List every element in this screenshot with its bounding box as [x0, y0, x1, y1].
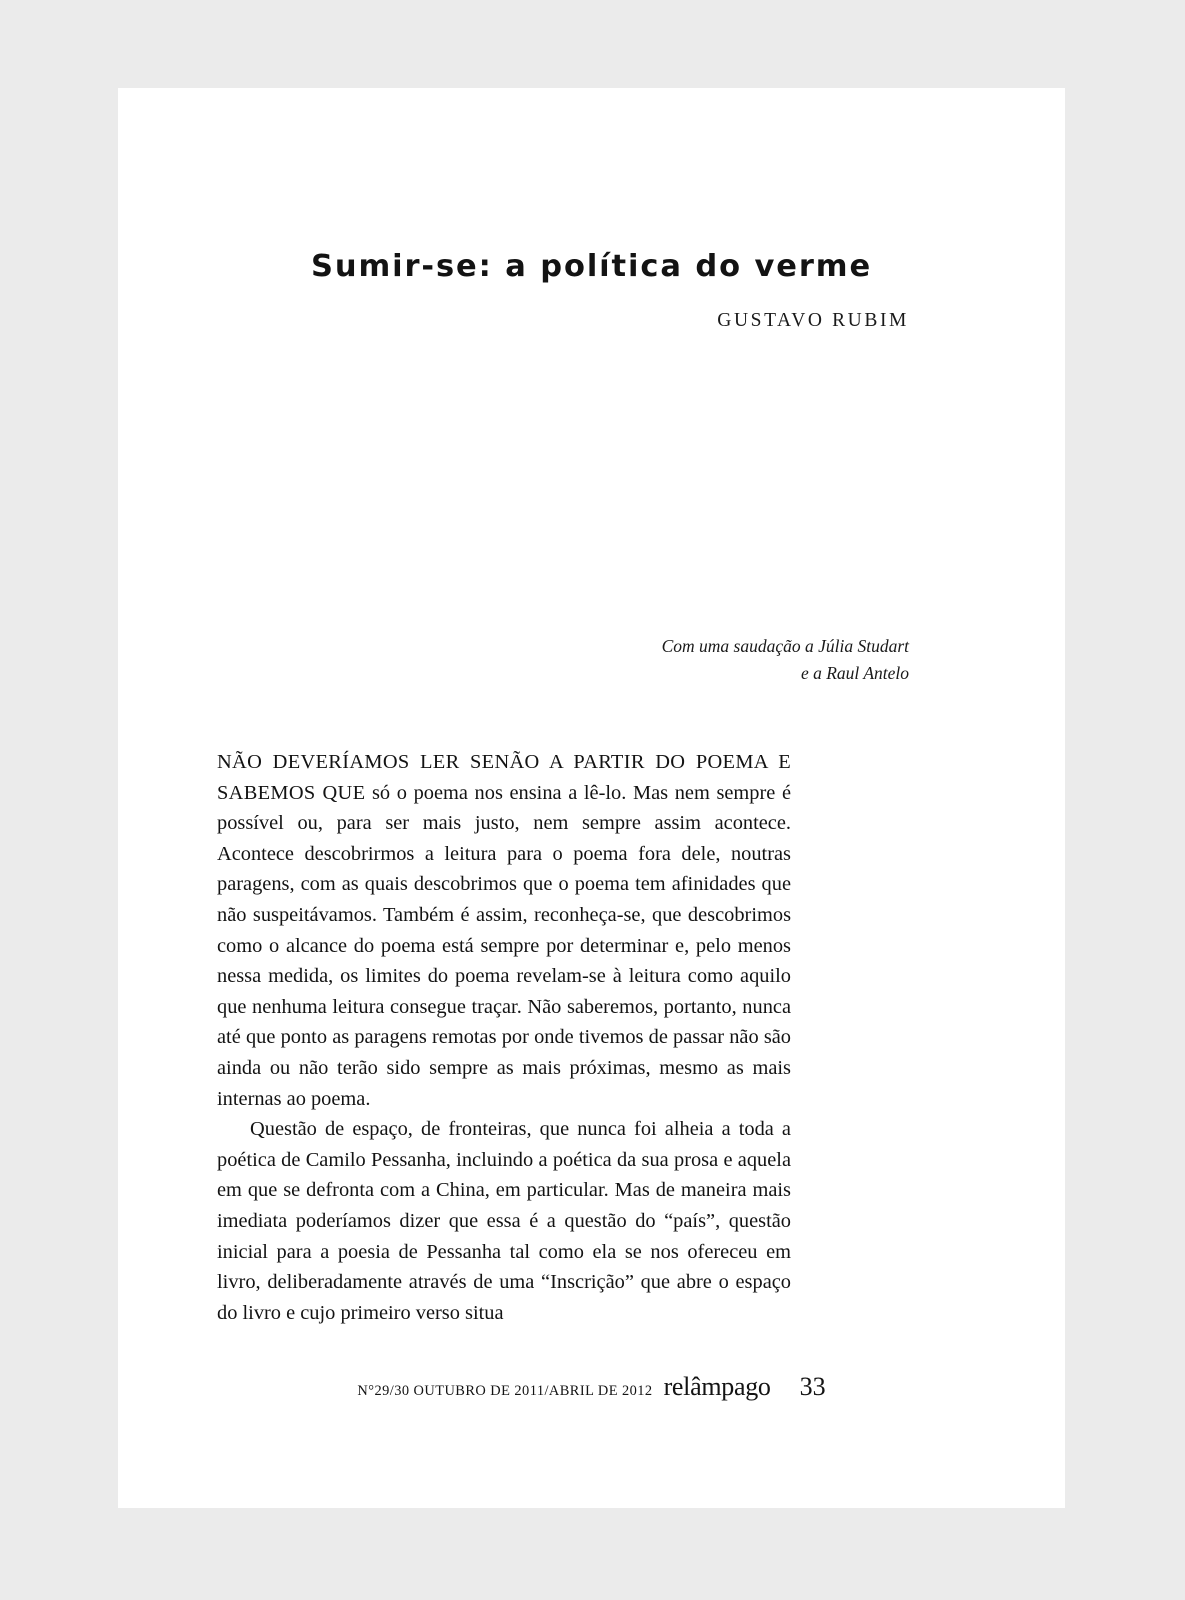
article-page [118, 88, 1065, 1508]
dedication [118, 633, 1065, 687]
journal-wordmark: relâmpago [663, 1372, 771, 1401]
paragraph-2-text: Questão de espaço, de fronteiras, que nunca foi alheia a toda a poética de Camilo Pessanha, incluindo a poética da sua prosa e aquela em que se defronta com a China, em particular. Mas de maneira mais imediata poderíamos dizer que essa é a questão do “país”, questão inicial para a poesia de Pessanha tal como ela se nos ofereceu em livro, deliberadamente através de uma “Inscrição” que abre o espaço do livro e cujo primeiro verso situa [217, 1118, 791, 1324]
article-author: GUSTAVO RUBIM [717, 310, 909, 331]
opening-small-caps: NÃO DEVERÍAMOS LER SENÃO A PARTIR DO POEMA E SABEMOS QUE [217, 751, 791, 804]
issue-info: N°29/30 OUTUBRO DE 2011/ABRIL DE 2012 [357, 1383, 653, 1399]
paragraph-1 [217, 747, 791, 1114]
dedication-line-2: e a Raul Antelo [800, 663, 909, 683]
page-footer [118, 1372, 1065, 1402]
article-title: Sumir-se: a política do verme [310, 249, 873, 285]
body-text-column [217, 747, 791, 1328]
dedication-line-1: Com uma saudação a Júlia Studart [661, 636, 909, 656]
paragraph-1-text: só o poema nos ensina a lê-lo. Mas nem sempre é possível ou, para ser mais justo, nem sempre assim acontece. Acontece descobrirmos a leitura para o poema fora dele, noutras paragens, com as quais descobrimos que o poema tem afinidades que não suspeitávamos. Também é assim, reconheça-se, que descobrimos como o alcance do poema está sempre por determinar e, pelo menos nessa medida, os limites do poema revelam-se à leitura como aquilo que nenhuma leitura consegue traçar. Não saberemos, portanto, nunca até que ponto as paragens remotas por onde tivemos de passar não são ainda ou não terão sido sempre as mais próximas, mesmo as mais internas ao poema. [217, 781, 791, 1110]
page-number: 33 [799, 1372, 826, 1401]
paragraph-2 [217, 1114, 791, 1328]
